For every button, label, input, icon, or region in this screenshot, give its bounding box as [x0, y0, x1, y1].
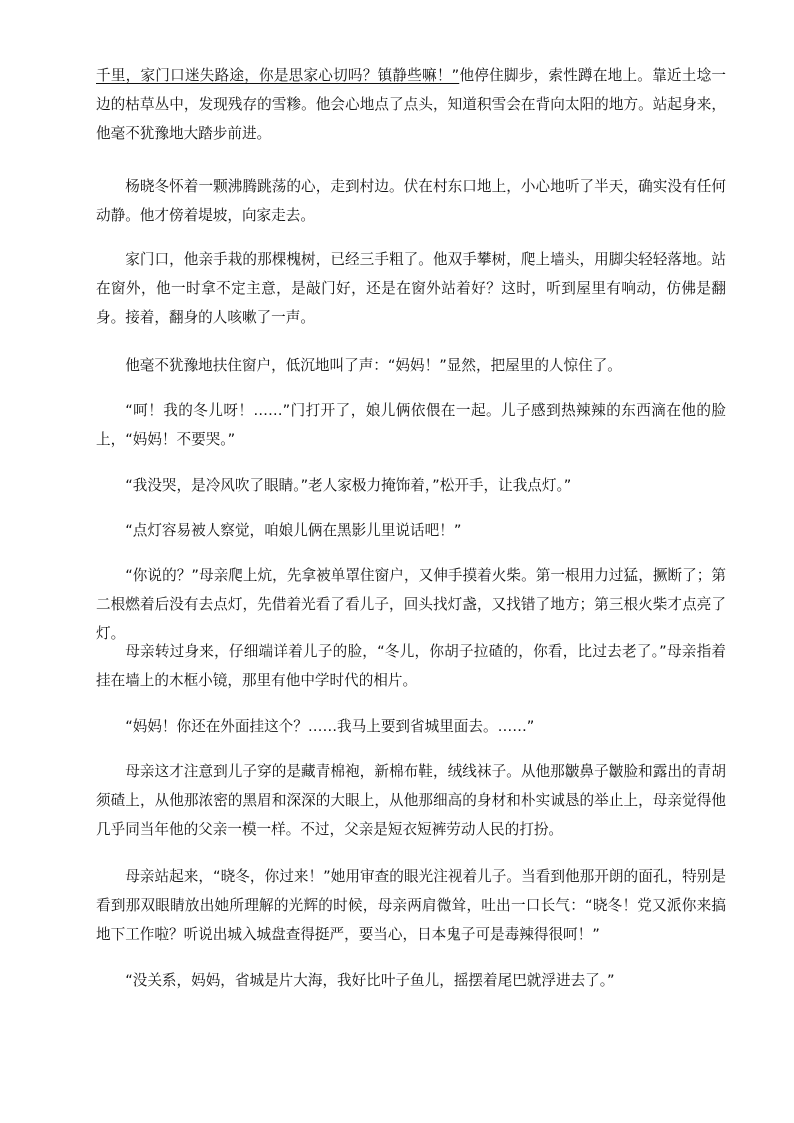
paragraph-4: 他毫不犹豫地扶住窗户，低沉地叫了声：“妈妈！”显然，把屋里的人惊住了。 — [125, 357, 622, 374]
underlined-passage: 千里，家门口迷失路途，你是思家心切吗？镇静些嘛！” — [96, 67, 460, 84]
paragraph-12: 母亲站起来，“晓冬，你过来！”她用审查的眼光注视着儿子。当看到他那开朗的面孔，特别是看到那双眼睛放出她所理解的光辉的时候，母亲两肩微耸，吐出一口长气：“晓冬！党又派你来搞地下工作啦？听说出城入城盘查得挺严，要当心，日本鬼子可是毒辣得很呵！” — [96, 868, 726, 943]
paragraph-8: “你说的？”母亲爬上炕，先拿被单罩住窗户，又伸手摸着火柴。第一根用力过猛，撅断了；第二根燃着后没有去点灯，先借着光看了看儿子，回头找灯盏，又找错了地方；第三根火柴才点亮了灯。 — [96, 567, 726, 642]
paragraph-11: 母亲这才注意到儿子穿的是藏青棉袍，新棉布鞋，绒线袜子。从他那皺鼻子皺脸和露出的青胡须碴上，从他那浓密的黑眉和深深的大眼上，从他那细高的身材和朴实诚恳的举止上，母亲觉得他几乎同当年他的父亲一模一样。不过，父亲是短衣短裤劳动人民的打扮。 — [96, 763, 726, 838]
paragraph-9: 母亲转过身来，仔细端详着儿子的脸，“冬儿，你胡子拉碴的，你看，比过去老了。”母亲指着挂在墙上的木框小镜，那里有他中学时代的相片。 — [96, 643, 726, 689]
paragraph-5: “呵！我的冬儿呀！……”门打开了，娘儿俩依偎在一起。儿子感到热辣辣的东西滴在他的脸上，“妈妈！不要哭。” — [96, 402, 726, 448]
paragraph-2: 杨晓冬怀着一颗沸腾跳荡的心，走到村边。伏在村东口地上，小心地听了半天，确实没有任何动静。他才傍着堤坡，向家走去。 — [96, 178, 726, 224]
paragraph-3: 家门口，他亲手栽的那棵槐树，已经三手粗了。他双手攀树，爬上墙头，用脚尖轻轻落地。站在窗外，他一时拿不定主意，是敲门好，还是在窗外站着好？这时，听到屋里有响动，仿佛是翻身。接着，翻身的人咳嗽了一声。 — [96, 251, 726, 326]
paragraph-7: “点灯容易被人察觉，咱娘儿俩在黑影儿里说话吧！” — [125, 522, 462, 539]
paragraph-1 — [96, 61, 726, 148]
paragraph-6: “我没哭，是冷风吹了眼睛。”老人家极力掩饰着，”松开手，让我点灯。” — [125, 477, 572, 494]
paragraph-10: “妈妈！你还在外面挂这个？……我马上要到省城里面去。……” — [125, 718, 535, 735]
paragraph-1-text: 他停住脚步，索性蹲在地上。靠近土埝一边的枯草丛中，发现残存的雪糁。他会心地点了点头，知道积雪会在背向太阳的地方。站起身来，他毫不犹豫地大踏步前进。 — [96, 67, 726, 142]
paragraph-13: “没关系，妈妈，省城是片大海，我好比叶子鱼儿，摇摆着尾巴就浮进去了。” — [125, 972, 615, 989]
